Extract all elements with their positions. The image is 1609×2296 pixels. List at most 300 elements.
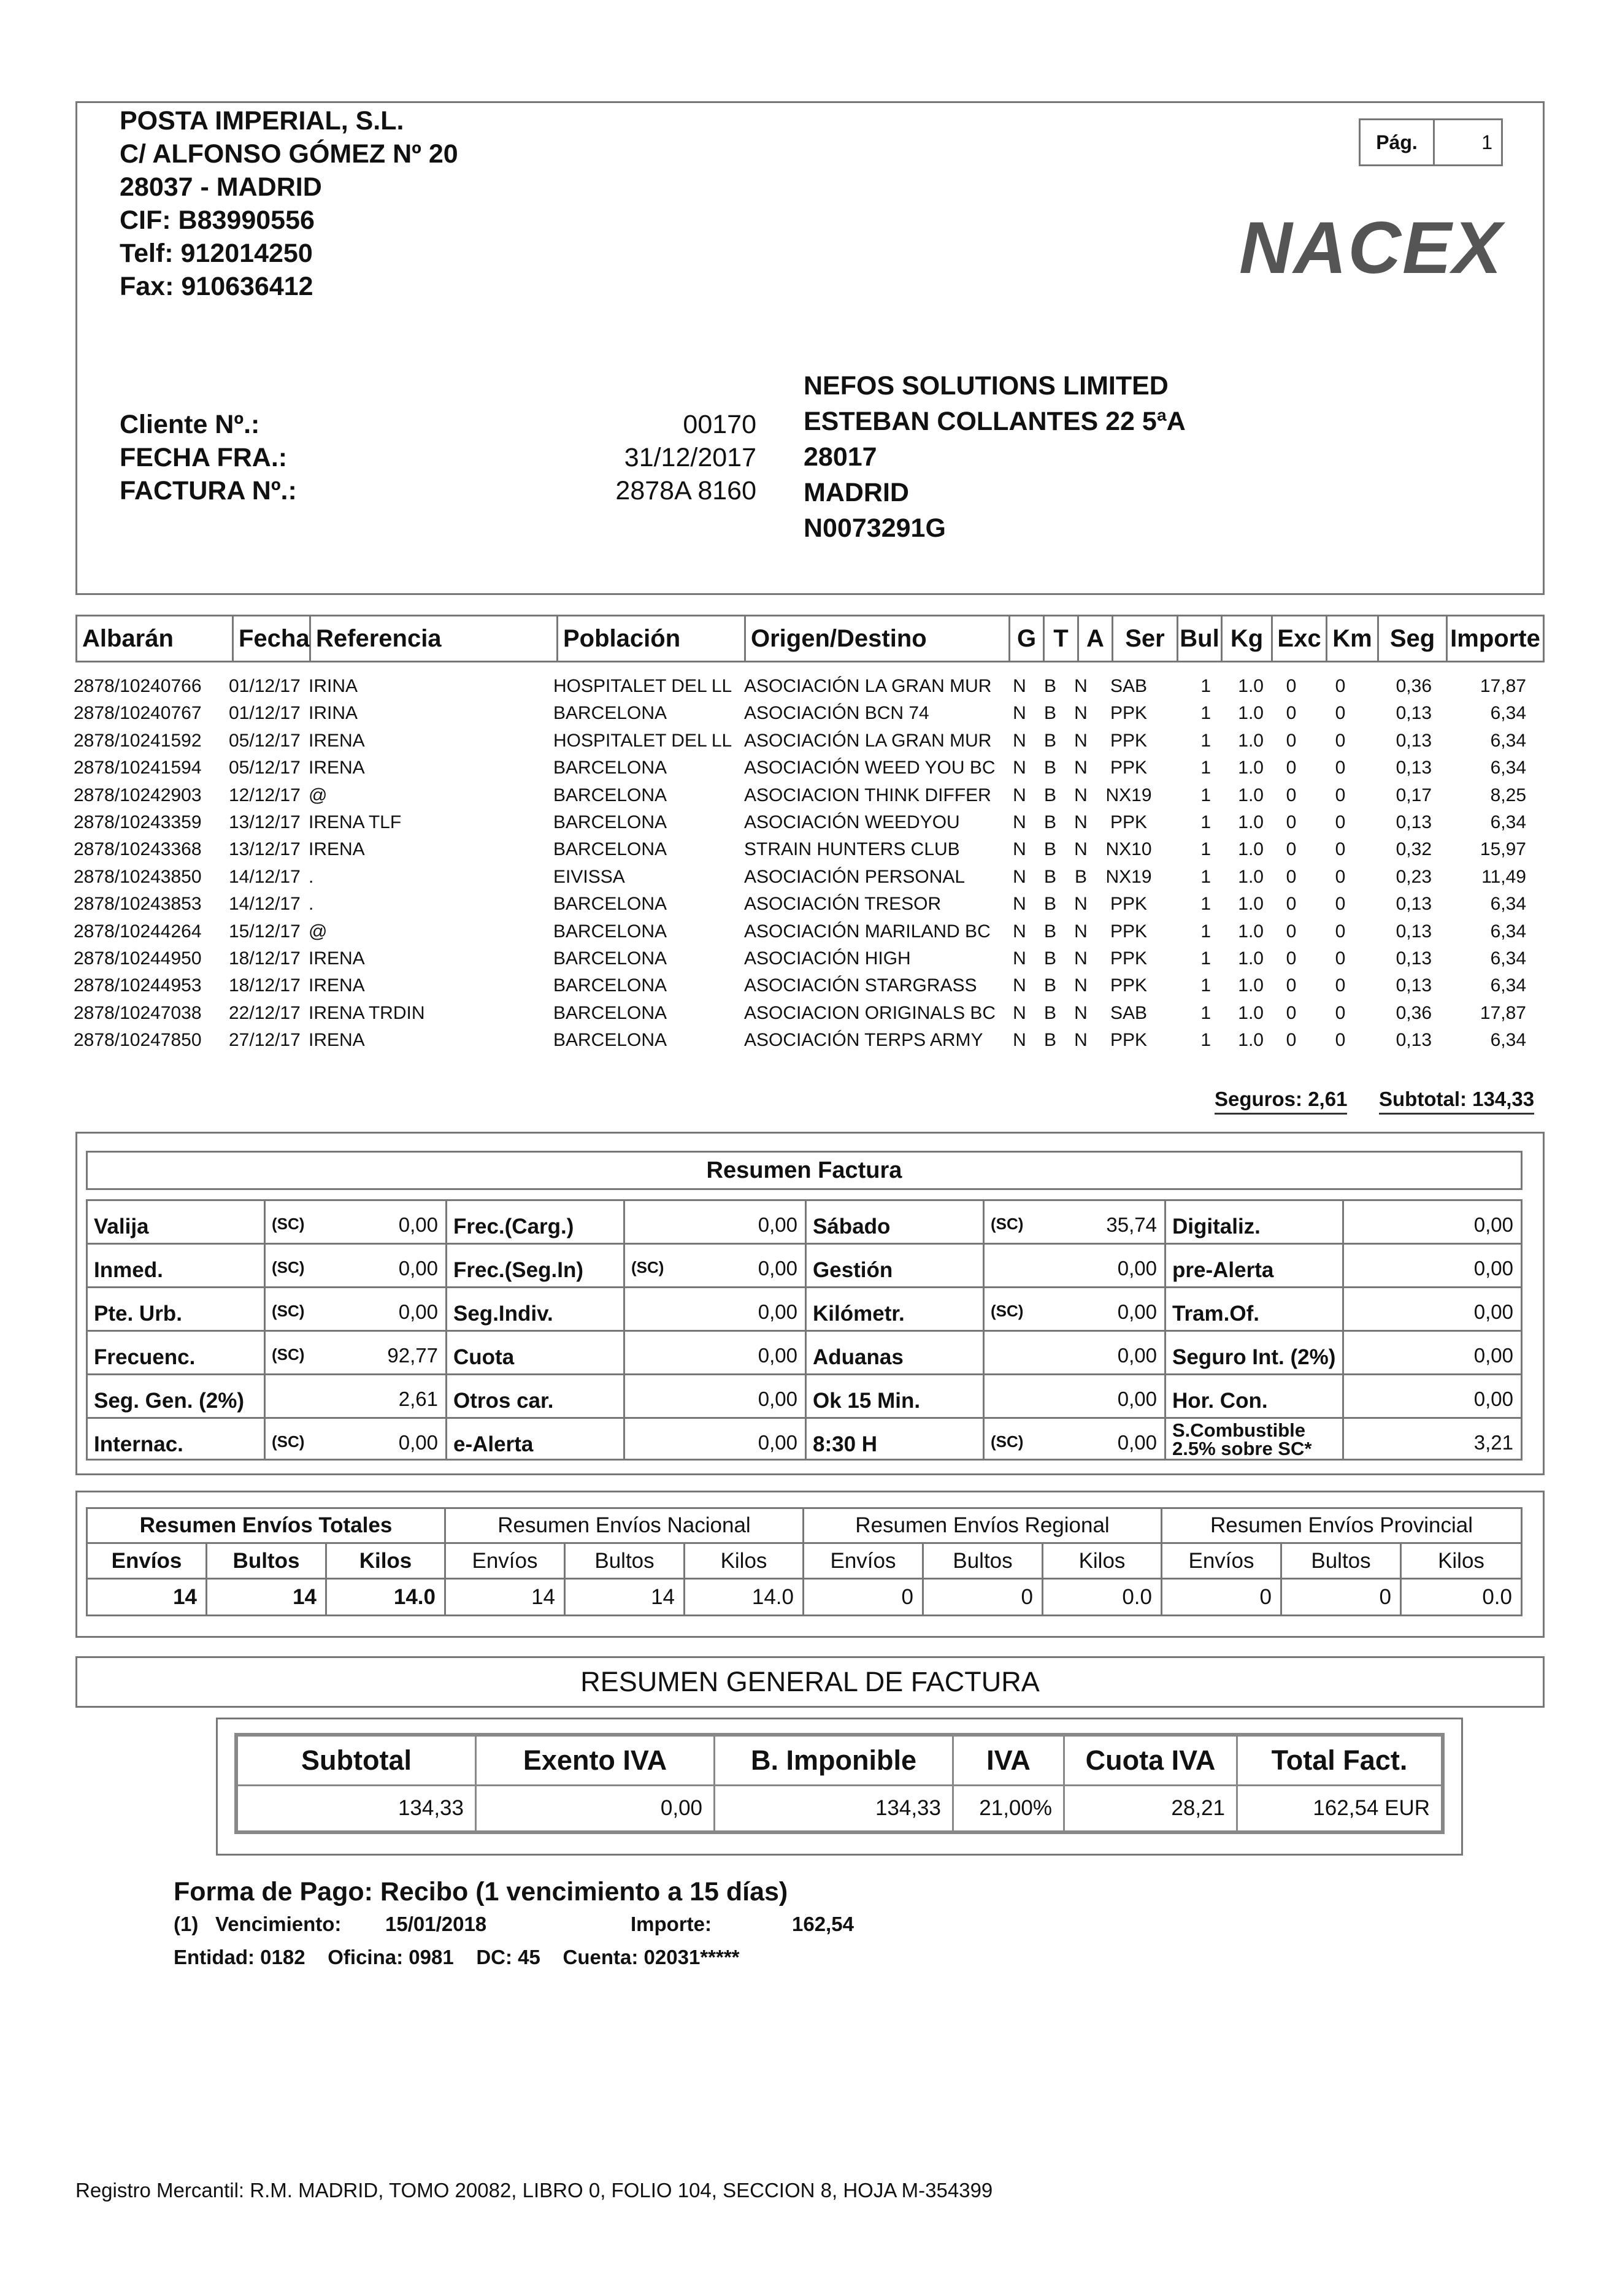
page-label: Pág. — [1361, 120, 1435, 164]
cell-fecha: 05/12/17 — [229, 730, 301, 751]
cell-ser: NX19 — [1105, 785, 1152, 805]
due-amount-label: Importe: — [631, 1913, 712, 1935]
envios-subheader: Envíos — [446, 1544, 566, 1580]
resumen-label: Otros car. — [445, 1375, 623, 1417]
resumen-label: Seg.Indiv. — [445, 1288, 623, 1330]
cell-t: B — [1043, 703, 1056, 724]
cell-ser: NX10 — [1105, 839, 1152, 860]
resumen-row — [86, 1199, 1523, 1243]
cell-km: 0 — [1335, 676, 1346, 696]
cell-albaran: 2878/10244953 — [74, 975, 202, 996]
header-subtotal: Subtotal — [238, 1737, 477, 1784]
due-date: 15/01/2018 — [385, 1913, 487, 1935]
sender-fax: Fax: 910636412 — [120, 272, 313, 301]
sc-marker: (SC) — [991, 1215, 1024, 1233]
resumen-value-cell — [983, 1245, 1164, 1286]
envios-value: 0 — [1282, 1580, 1402, 1614]
cell-km: 0 — [1335, 894, 1346, 915]
resumen-label: pre-Alerta — [1164, 1245, 1342, 1286]
cell-t: B — [1043, 730, 1056, 751]
cell-kg: 1.0 — [1238, 758, 1264, 778]
cell-referencia: @ — [309, 921, 328, 942]
cell-exc: 0 — [1286, 1002, 1297, 1023]
cell-exc: 0 — [1286, 676, 1297, 696]
client-number-value: 00170 — [683, 410, 756, 439]
resumen-value-cell — [623, 1288, 805, 1330]
cell-importe: 6,34 — [1490, 758, 1526, 778]
header-b-imponible: B. Imponible — [715, 1737, 954, 1784]
cell-t: B — [1043, 1030, 1056, 1051]
resumen-row — [86, 1330, 1523, 1373]
cell-albaran: 2878/10243853 — [74, 894, 202, 915]
resumen-value: 0,00 — [1473, 1300, 1513, 1323]
value-cuota-iva: 28,21 — [1065, 1784, 1238, 1830]
resumen-label: S.Combustible 2.5% sobre SC* — [1164, 1419, 1342, 1461]
recipient-postcode: 28017 — [804, 442, 877, 472]
cell-g: N — [1013, 730, 1026, 751]
resumen-value-cell — [264, 1332, 445, 1373]
cell-t: B — [1043, 676, 1056, 696]
cell-t: B — [1043, 785, 1056, 805]
cell-bul: 1 — [1200, 839, 1211, 860]
resumen-value-cell — [264, 1201, 445, 1243]
due-amount: 162,54 — [792, 1913, 854, 1935]
envios-value: 14 — [566, 1580, 685, 1614]
cell-poblacion: BARCELONA — [553, 703, 667, 724]
cell-g: N — [1013, 1030, 1026, 1051]
resumen-label: Ok 15 Min. — [805, 1375, 983, 1417]
sender-phone: Telf: 912014250 — [120, 239, 313, 268]
cell-kg: 1.0 — [1238, 1002, 1264, 1023]
envios-grid — [86, 1507, 1523, 1616]
cell-poblacion: BARCELONA — [553, 975, 667, 996]
cell-referencia: IRENA — [309, 839, 365, 860]
envios-subheader: Envíos — [1162, 1544, 1282, 1580]
table-row — [0, 894, 1609, 921]
cell-importe: 6,34 — [1490, 730, 1526, 751]
cell-origen-destino: ASOCIACIÓN MARILAND BC — [744, 921, 991, 942]
cell-origen-destino: ASOCIACIÓN LA GRAN MUR — [744, 730, 992, 751]
cell-km: 0 — [1335, 730, 1346, 751]
resumen-value-cell — [983, 1332, 1164, 1373]
resumen-value: 0,00 — [1473, 1388, 1513, 1410]
resumen-label: Internac. — [86, 1419, 264, 1461]
resumen-value-cell — [623, 1419, 805, 1461]
cell-a: N — [1074, 812, 1088, 832]
cell-g: N — [1013, 921, 1026, 942]
cell-kg: 1.0 — [1238, 839, 1264, 860]
cell-g: N — [1013, 758, 1026, 778]
resumen-label: Inmed. — [86, 1245, 264, 1286]
value-subtotal: 134,33 — [238, 1784, 477, 1830]
cell-importe: 6,34 — [1490, 975, 1526, 996]
cell-referencia: . — [309, 866, 314, 887]
resumen-value: 0,00 — [758, 1344, 797, 1367]
cell-referencia: @ — [309, 785, 328, 805]
cell-seg: 0,32 — [1396, 839, 1432, 860]
envios-subheader: Kilos — [327, 1544, 446, 1580]
resumen-row — [86, 1243, 1523, 1286]
cell-seg: 0,13 — [1396, 1030, 1432, 1051]
cell-ser: PPK — [1110, 948, 1148, 969]
cell-origen-destino: ASOCIACIÓN WEED YOU BC — [744, 758, 996, 778]
cell-ser: PPK — [1110, 703, 1148, 724]
cell-ser: PPK — [1110, 894, 1148, 915]
cell-origen-destino: ASOCIACIÓN TERPS ARMY — [744, 1030, 983, 1051]
cell-importe: 15,97 — [1480, 839, 1526, 860]
cell-referencia: IRENA — [309, 948, 365, 969]
cell-g: N — [1013, 812, 1026, 832]
cell-referencia: IRENA TRDIN — [309, 1002, 425, 1023]
envios-group-header: Resumen Envíos Provincial — [1162, 1509, 1521, 1544]
cell-poblacion: BARCELONA — [553, 758, 667, 778]
resumen-value: 0,00 — [758, 1257, 797, 1280]
cell-exc: 0 — [1286, 866, 1297, 887]
cell-kg: 1.0 — [1238, 676, 1264, 696]
resumen-label: Seg. Gen. (2%) — [86, 1375, 264, 1417]
cell-fecha: 22/12/17 — [229, 1002, 301, 1023]
resumen-value-cell — [983, 1201, 1164, 1243]
invoice-date-value: 31/12/2017 — [624, 443, 756, 472]
cell-seg: 0,36 — [1396, 1002, 1432, 1023]
cell-seg: 0,17 — [1396, 785, 1432, 805]
cell-origen-destino: ASOCIACION THINK DIFFER — [744, 785, 991, 805]
cell-albaran: 2878/10247038 — [74, 1002, 202, 1023]
cell-a: N — [1074, 785, 1088, 805]
cell-a: N — [1074, 1002, 1088, 1023]
resumen-general-title: RESUMEN GENERAL DE FACTURA — [75, 1656, 1545, 1708]
col-g: G — [1010, 616, 1045, 661]
resumen-value: 0,00 — [398, 1257, 438, 1280]
col-origen-destino: Origen/Destino — [746, 616, 1010, 661]
cell-km: 0 — [1335, 1030, 1346, 1051]
cell-km: 0 — [1335, 785, 1346, 805]
value-iva: 21,00% — [954, 1784, 1065, 1830]
value-b-imponible: 134,33 — [715, 1784, 954, 1830]
cell-t: B — [1043, 839, 1056, 860]
col-albaran: Albarán — [77, 616, 234, 661]
resumen-value: 35,74 — [1106, 1213, 1157, 1236]
cell-ser: PPK — [1110, 758, 1148, 778]
resumen-label: Aduanas — [805, 1332, 983, 1373]
resumen-value: 0,00 — [398, 1431, 438, 1454]
cell-t: B — [1043, 1002, 1056, 1023]
cell-a: N — [1074, 758, 1088, 778]
cell-origen-destino: ASOCIACIÓN BCN 74 — [744, 703, 929, 724]
cell-importe: 17,87 — [1480, 1002, 1526, 1023]
cell-poblacion: BARCELONA — [553, 1030, 667, 1051]
cell-ser: SAB — [1110, 1002, 1148, 1023]
resumen-value-cell — [983, 1288, 1164, 1330]
envios-value: 0 — [804, 1580, 924, 1614]
col-a: A — [1079, 616, 1113, 661]
cell-a: N — [1074, 703, 1088, 724]
cell-poblacion: HOSPITALET DEL LL — [553, 676, 732, 696]
cell-bul: 1 — [1200, 921, 1211, 942]
nacex-logo: NACEX — [1239, 207, 1503, 289]
envios-value: 14.0 — [327, 1580, 446, 1614]
cell-bul: 1 — [1200, 948, 1211, 969]
resumen-value: 0,00 — [1117, 1344, 1157, 1367]
cell-a: N — [1074, 921, 1088, 942]
table-row — [0, 975, 1609, 1002]
cell-g: N — [1013, 785, 1026, 805]
col-bul: Bul — [1178, 616, 1223, 661]
cell-ser: PPK — [1110, 1030, 1148, 1051]
cell-ser: PPK — [1110, 812, 1148, 832]
header-cuota-iva: Cuota IVA — [1065, 1737, 1238, 1784]
cell-poblacion: BARCELONA — [553, 1002, 667, 1023]
col-ser: Ser — [1113, 616, 1178, 661]
resumen-value: 0,00 — [1117, 1388, 1157, 1410]
cell-fecha: 01/12/17 — [229, 703, 301, 724]
envios-subheader: Bultos — [924, 1544, 1043, 1580]
seguros-total-text: Seguros: 2,61 — [1215, 1088, 1347, 1115]
cell-fecha: 18/12/17 — [229, 975, 301, 996]
resumen-label: Kilómetr. — [805, 1288, 983, 1330]
resumen-value-cell — [1342, 1419, 1523, 1461]
resumen-value: 2,61 — [398, 1388, 438, 1410]
cell-km: 0 — [1335, 839, 1346, 860]
cell-km: 0 — [1335, 703, 1346, 724]
cell-seg: 0,13 — [1396, 948, 1432, 969]
sc-marker: (SC) — [631, 1258, 664, 1277]
cell-a: N — [1074, 839, 1088, 860]
cell-exc: 0 — [1286, 785, 1297, 805]
col-exc: Exc — [1273, 616, 1327, 661]
cell-t: B — [1043, 894, 1056, 915]
sc-marker: (SC) — [272, 1302, 305, 1320]
cell-poblacion: EIVISSA — [553, 866, 625, 887]
cell-g: N — [1013, 948, 1026, 969]
seguros-total — [1215, 1088, 1347, 1111]
cell-km: 0 — [1335, 866, 1346, 887]
resumen-row — [86, 1417, 1523, 1461]
col-importe: Importe — [1450, 624, 1540, 652]
sc-marker: (SC) — [272, 1258, 305, 1277]
cell-albaran: 2878/10247850 — [74, 1030, 202, 1051]
cell-seg: 0,13 — [1396, 812, 1432, 832]
cell-origen-destino: STRAIN HUNTERS CLUB — [744, 839, 960, 860]
cell-exc: 0 — [1286, 812, 1297, 832]
cell-ser: PPK — [1110, 975, 1148, 996]
envios-value: 0.0 — [1043, 1580, 1162, 1614]
bank-details: Entidad: 0182 Oficina: 0981 DC: 45 Cuenta: 02031***** — [174, 1946, 740, 1968]
recipient-address — [804, 368, 1186, 546]
cell-bul: 1 — [1200, 866, 1211, 887]
resumen-label: Sábado — [805, 1201, 983, 1243]
cell-albaran: 2878/10244264 — [74, 921, 202, 942]
resumen-value-cell — [264, 1288, 445, 1330]
cell-fecha: 05/12/17 — [229, 758, 301, 778]
cell-g: N — [1013, 866, 1026, 887]
cell-kg: 1.0 — [1238, 1030, 1264, 1051]
resumen-value: 0,00 — [1117, 1257, 1157, 1280]
resumen-label: Hor. Con. — [1164, 1375, 1342, 1417]
cell-kg: 1.0 — [1238, 948, 1264, 969]
due-index: (1) — [174, 1913, 199, 1935]
sender-cif: CIF: B83990556 — [120, 205, 315, 235]
envios-subheader: Bultos — [566, 1544, 685, 1580]
envios-subheader: Kilos — [1043, 1544, 1162, 1580]
cell-albaran: 2878/10242903 — [74, 785, 202, 805]
envios-value: 14 — [207, 1580, 327, 1614]
cell-kg: 1.0 — [1238, 785, 1264, 805]
cell-referencia: IRENA — [309, 1030, 365, 1051]
cell-a: N — [1074, 894, 1088, 915]
cell-origen-destino: ASOCIACIÓN WEEDYOU — [744, 812, 960, 832]
cell-bul: 1 — [1200, 730, 1211, 751]
table-row — [0, 731, 1609, 758]
resumen-value: 0,00 — [1473, 1257, 1513, 1280]
cell-t: B — [1043, 812, 1056, 832]
cell-fecha: 18/12/17 — [229, 948, 301, 969]
sender-address — [120, 104, 458, 303]
cell-seg: 0,13 — [1396, 758, 1432, 778]
sender-street: C/ ALFONSO GÓMEZ Nº 20 — [120, 139, 458, 169]
resumen-value: 0,00 — [758, 1213, 797, 1236]
cell-referencia: IRINA — [309, 676, 358, 696]
recipient-street: ESTEBAN COLLANTES 22 5ªA — [804, 407, 1186, 436]
resumen-value: 0,00 — [758, 1431, 797, 1454]
page-number-box — [1359, 118, 1503, 166]
cell-albaran: 2878/10241594 — [74, 758, 202, 778]
cell-exc: 0 — [1286, 839, 1297, 860]
resumen-value: 0,00 — [758, 1388, 797, 1410]
cell-ser: PPK — [1110, 921, 1148, 942]
subtotal-total — [1379, 1088, 1534, 1111]
table-row — [0, 1003, 1609, 1030]
cell-kg: 1.0 — [1238, 730, 1264, 751]
envios-value: 0 — [1162, 1580, 1282, 1614]
cell-bul: 1 — [1200, 676, 1211, 696]
cell-importe: 8,25 — [1490, 785, 1526, 805]
recipient-nif: N0073291G — [804, 513, 946, 543]
cell-fecha: 14/12/17 — [229, 894, 301, 915]
cell-t: B — [1043, 921, 1056, 942]
cell-a: B — [1074, 866, 1087, 887]
cell-km: 0 — [1335, 758, 1346, 778]
resumen-value-cell — [1342, 1245, 1523, 1286]
cell-t: B — [1043, 948, 1056, 969]
resumen-factura-title: Resumen Factura — [86, 1151, 1523, 1190]
resumen-row — [86, 1286, 1523, 1330]
cell-referencia: IRENA — [309, 758, 365, 778]
envios-value: 0 — [924, 1580, 1043, 1614]
col-referencia: Referencia — [311, 616, 558, 661]
cell-t: B — [1043, 975, 1056, 996]
envios-subheader: Envíos — [804, 1544, 924, 1580]
cell-t: B — [1043, 866, 1056, 887]
cell-importe: 6,34 — [1490, 948, 1526, 969]
cell-fecha: 27/12/17 — [229, 1030, 301, 1051]
cell-exc: 0 — [1286, 703, 1297, 724]
resumen-label: Frec.(Carg.) — [445, 1201, 623, 1243]
cell-km: 0 — [1335, 948, 1346, 969]
cell-g: N — [1013, 1002, 1026, 1023]
resumen-label: Frec.(Seg.In) — [445, 1245, 623, 1286]
resumen-label: e-Alerta — [445, 1419, 623, 1461]
table-row — [0, 948, 1609, 975]
cell-bul: 1 — [1200, 758, 1211, 778]
header-total-fact: Total Fact. — [1271, 1745, 1408, 1776]
resumen-value-cell — [264, 1375, 445, 1417]
table-row — [0, 839, 1609, 866]
cell-bul: 1 — [1200, 1030, 1211, 1051]
cell-a: N — [1074, 1030, 1088, 1051]
cell-exc: 0 — [1286, 894, 1297, 915]
cell-albaran: 2878/10240767 — [74, 703, 202, 724]
resumen-row — [86, 1373, 1523, 1417]
cell-kg: 1.0 — [1238, 866, 1264, 887]
envios-value: 0.0 — [1482, 1584, 1512, 1609]
invoice-date-label: FECHA FRA.: — [120, 443, 288, 472]
cell-poblacion: BARCELONA — [553, 785, 667, 805]
resumen-value: 3,21 — [1473, 1431, 1513, 1454]
resumen-value-cell — [983, 1419, 1164, 1461]
cell-poblacion: BARCELONA — [553, 921, 667, 942]
cell-a: N — [1074, 975, 1088, 996]
cell-poblacion: HOSPITALET DEL LL — [553, 730, 732, 751]
recipient-city: MADRID — [804, 478, 909, 507]
resumen-value-cell — [264, 1419, 445, 1461]
envios-subheader: Envíos — [88, 1544, 207, 1580]
cell-poblacion: BARCELONA — [553, 894, 667, 915]
cell-ser: NX19 — [1105, 866, 1152, 887]
cell-origen-destino: ASOCIACION ORIGINALS BC — [744, 1002, 996, 1023]
resumen-label: Valija — [86, 1201, 264, 1243]
resumen-value-cell — [983, 1375, 1164, 1417]
envios-subheader: Kilos — [685, 1544, 804, 1580]
resumen-value-cell — [1342, 1288, 1523, 1330]
invoice-number-label: FACTURA Nº.: — [120, 476, 297, 505]
cell-importe: 6,34 — [1490, 921, 1526, 942]
envios-subheader: Bultos — [207, 1544, 327, 1580]
cell-bul: 1 — [1200, 703, 1211, 724]
resumen-value-cell — [623, 1201, 805, 1243]
col-t: T — [1045, 616, 1079, 661]
due-label: Vencimiento: — [215, 1913, 342, 1935]
cell-g: N — [1013, 975, 1026, 996]
invoice-number-value: 2878A 8160 — [615, 476, 756, 505]
table-row — [0, 1030, 1609, 1057]
cell-importe: 6,34 — [1490, 812, 1526, 832]
cell-bul: 1 — [1200, 785, 1211, 805]
cell-seg: 0,13 — [1396, 894, 1432, 915]
resumen-label: Tram.Of. — [1164, 1288, 1342, 1330]
resumen-value: 0,00 — [398, 1213, 438, 1236]
cell-a: N — [1074, 948, 1088, 969]
resumen-value: 0,00 — [1473, 1213, 1513, 1236]
cell-referencia: IRENA — [309, 730, 365, 751]
cell-importe: 6,34 — [1490, 1030, 1526, 1051]
cell-importe: 6,34 — [1490, 703, 1526, 724]
resumen-value-cell — [1342, 1375, 1523, 1417]
cell-exc: 0 — [1286, 975, 1297, 996]
cell-fecha: 14/12/17 — [229, 866, 301, 887]
envios-group-header: Resumen Envíos Regional — [804, 1509, 1162, 1544]
resumen-value: 0,00 — [1117, 1300, 1157, 1323]
cell-km: 0 — [1335, 975, 1346, 996]
cell-seg: 0,36 — [1396, 676, 1432, 696]
envios-value: 14 — [446, 1580, 566, 1614]
sc-marker: (SC) — [272, 1432, 305, 1451]
cell-kg: 1.0 — [1238, 894, 1264, 915]
table-row — [0, 867, 1609, 894]
cell-seg: 0,13 — [1396, 975, 1432, 996]
cell-referencia: IRENA — [309, 975, 365, 996]
resumen-value: 0,00 — [1473, 1344, 1513, 1367]
